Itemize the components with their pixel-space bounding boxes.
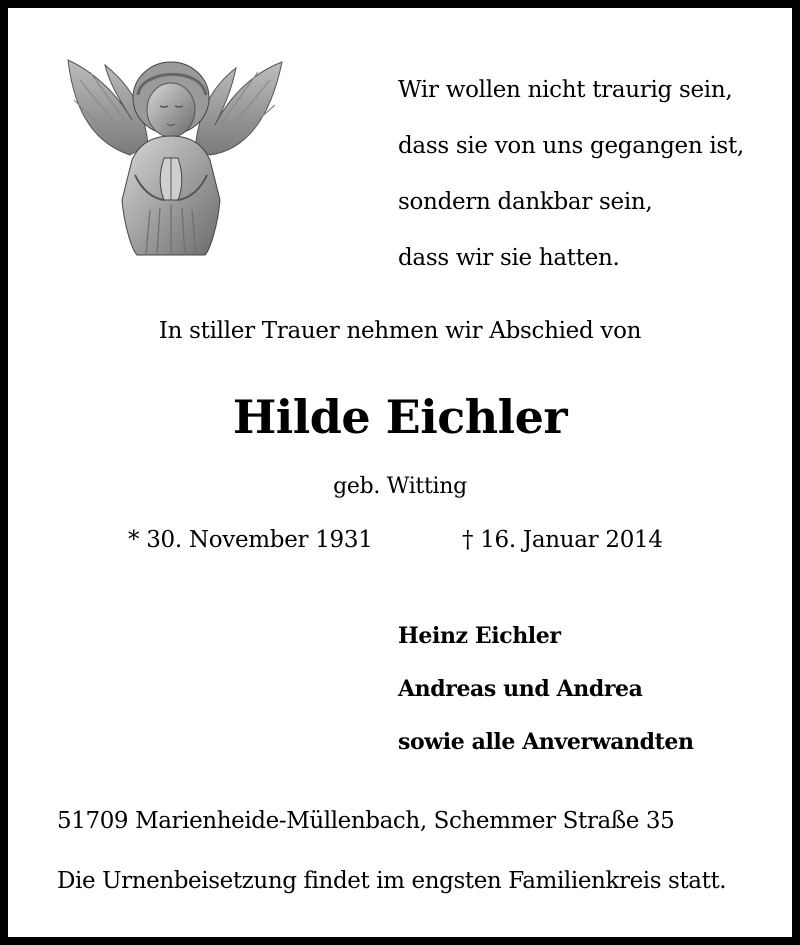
- angel-statue-image: [60, 50, 290, 260]
- burial-notice: Die Urnenbeisetzung findet im engsten Familienkreis statt.: [57, 868, 727, 894]
- address: 51709 Marienheide-Müllenbach, Schemmer Straße 35: [57, 808, 675, 834]
- poem: [398, 62, 744, 286]
- intro-text: In stiller Trauer nehmen wir Abschied von: [158, 318, 642, 344]
- mourner-name: sowie alle Anverwandten: [398, 729, 694, 755]
- mourner-name: Andreas und Andrea: [398, 676, 643, 702]
- mourner-name: Heinz Eichler: [398, 623, 561, 649]
- birth-name: geb. Witting: [333, 474, 467, 499]
- right-wing: [195, 62, 282, 155]
- poem-line: sondern dankbar sein,: [398, 189, 653, 215]
- birth-date: * 30. November 1931: [128, 527, 373, 553]
- poem-line: dass sie von uns gegangen ist,: [398, 133, 744, 159]
- mourners-list: [398, 610, 694, 769]
- poem-line: Wir wollen nicht traurig sein,: [398, 77, 733, 103]
- poem-line: dass wir sie hatten.: [398, 245, 620, 271]
- death-date: † 16. Januar 2014: [462, 527, 663, 553]
- deceased-name: Hilde Eichler: [232, 390, 568, 444]
